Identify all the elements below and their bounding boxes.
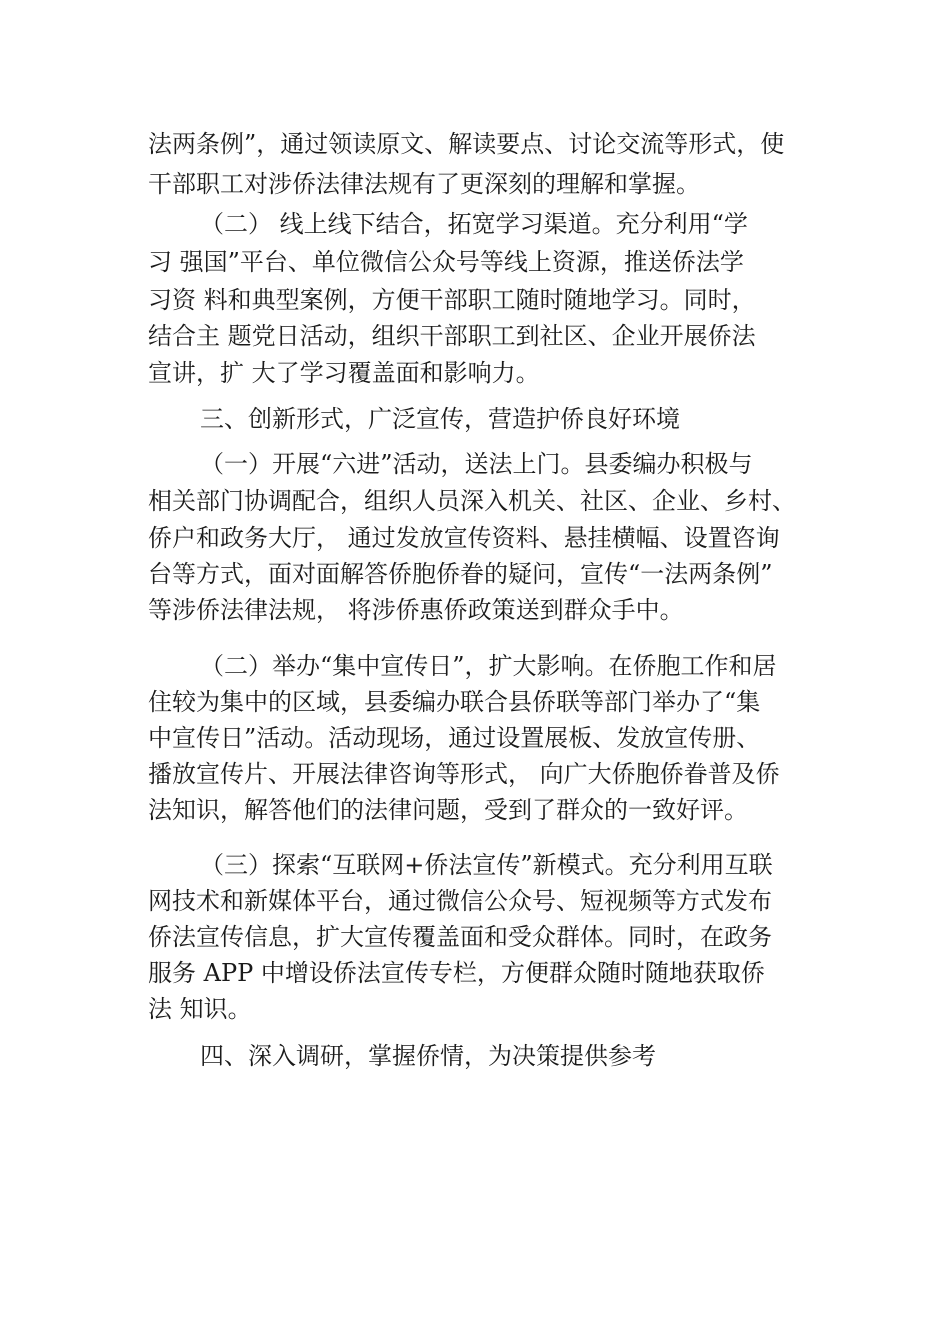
section-heading: 三、创新形式，广泛宣传，营造护侨良好环境 xyxy=(200,405,680,433)
text-line: 习 强国”平台、单位微信公众号等线上资源，推送侨法学 xyxy=(148,248,744,276)
text-line: 服务 APP 中增设侨法宣传专栏，方便群众随时随地获取侨 xyxy=(148,959,765,987)
text-line: 法知识，解答他们的法律问题，受到了群众的一致好评。 xyxy=(148,796,748,824)
text-line: （一）开展“六进”活动，送法上门。县委编办积极与 xyxy=(200,450,753,478)
text-line: 法 知识。 xyxy=(148,995,252,1023)
text-line: 宣讲，扩 大了学习覆盖面和影响力。 xyxy=(148,359,540,387)
text-line: 台等方式，面对面解答侨胞侨眷的疑问，宣传“一法两条例” xyxy=(148,560,773,588)
text-line: 等涉侨法律法规， 将涉侨惠侨政策送到群众手中。 xyxy=(148,596,684,624)
text-line: 网技术和新媒体平台，通过微信公众号、短视频等方式发布 xyxy=(148,887,772,915)
text-line: 住较为集中的区域，县委编办联合县侨联等部门举办了“集 xyxy=(148,688,761,716)
text-line: （二） 线上线下结合，拓宽学习渠道。充分利用“学 xyxy=(200,210,748,238)
text-line: 干部职工对涉侨法律法规有了更深刻的理解和掌握。 xyxy=(148,170,700,198)
section-heading: 四、深入调研，掌握侨情，为决策提供参考 xyxy=(200,1042,656,1070)
text-line: 法两条例”，通过领读原文、解读要点、讨论交流等形式，使 xyxy=(148,130,785,158)
text-line: 结合主 题党日活动，组织干部职工到社区、企业开展侨法 xyxy=(148,322,756,350)
text-line: （三）探索“互联网+侨法宣传”新模式。充分利用互联 xyxy=(200,851,773,879)
text-line: （二）举办“集中宣传日”，扩大影响。在侨胞工作和居 xyxy=(200,652,777,680)
text-line: 中宣传日”活动。活动现场，通过设置展板、发放宣传册、 xyxy=(148,724,761,752)
text-line: 播放宣传片、开展法律咨询等形式， 向广大侨胞侨眷普及侨 xyxy=(148,760,780,788)
text-line: 侨户和政务大厅， 通过发放宣传资料、悬挂横幅、设置咨询 xyxy=(148,524,780,552)
text-line: 习资 料和典型案例，方便干部职工随时随地学习。同时， xyxy=(148,286,756,314)
text-line: 相关部门协调配合，组织人员深入机关、社区、企业、乡村、 xyxy=(148,487,796,515)
text-line: 侨法宣传信息，扩大宣传覆盖面和受众群体。同时，在政务 xyxy=(148,923,772,951)
